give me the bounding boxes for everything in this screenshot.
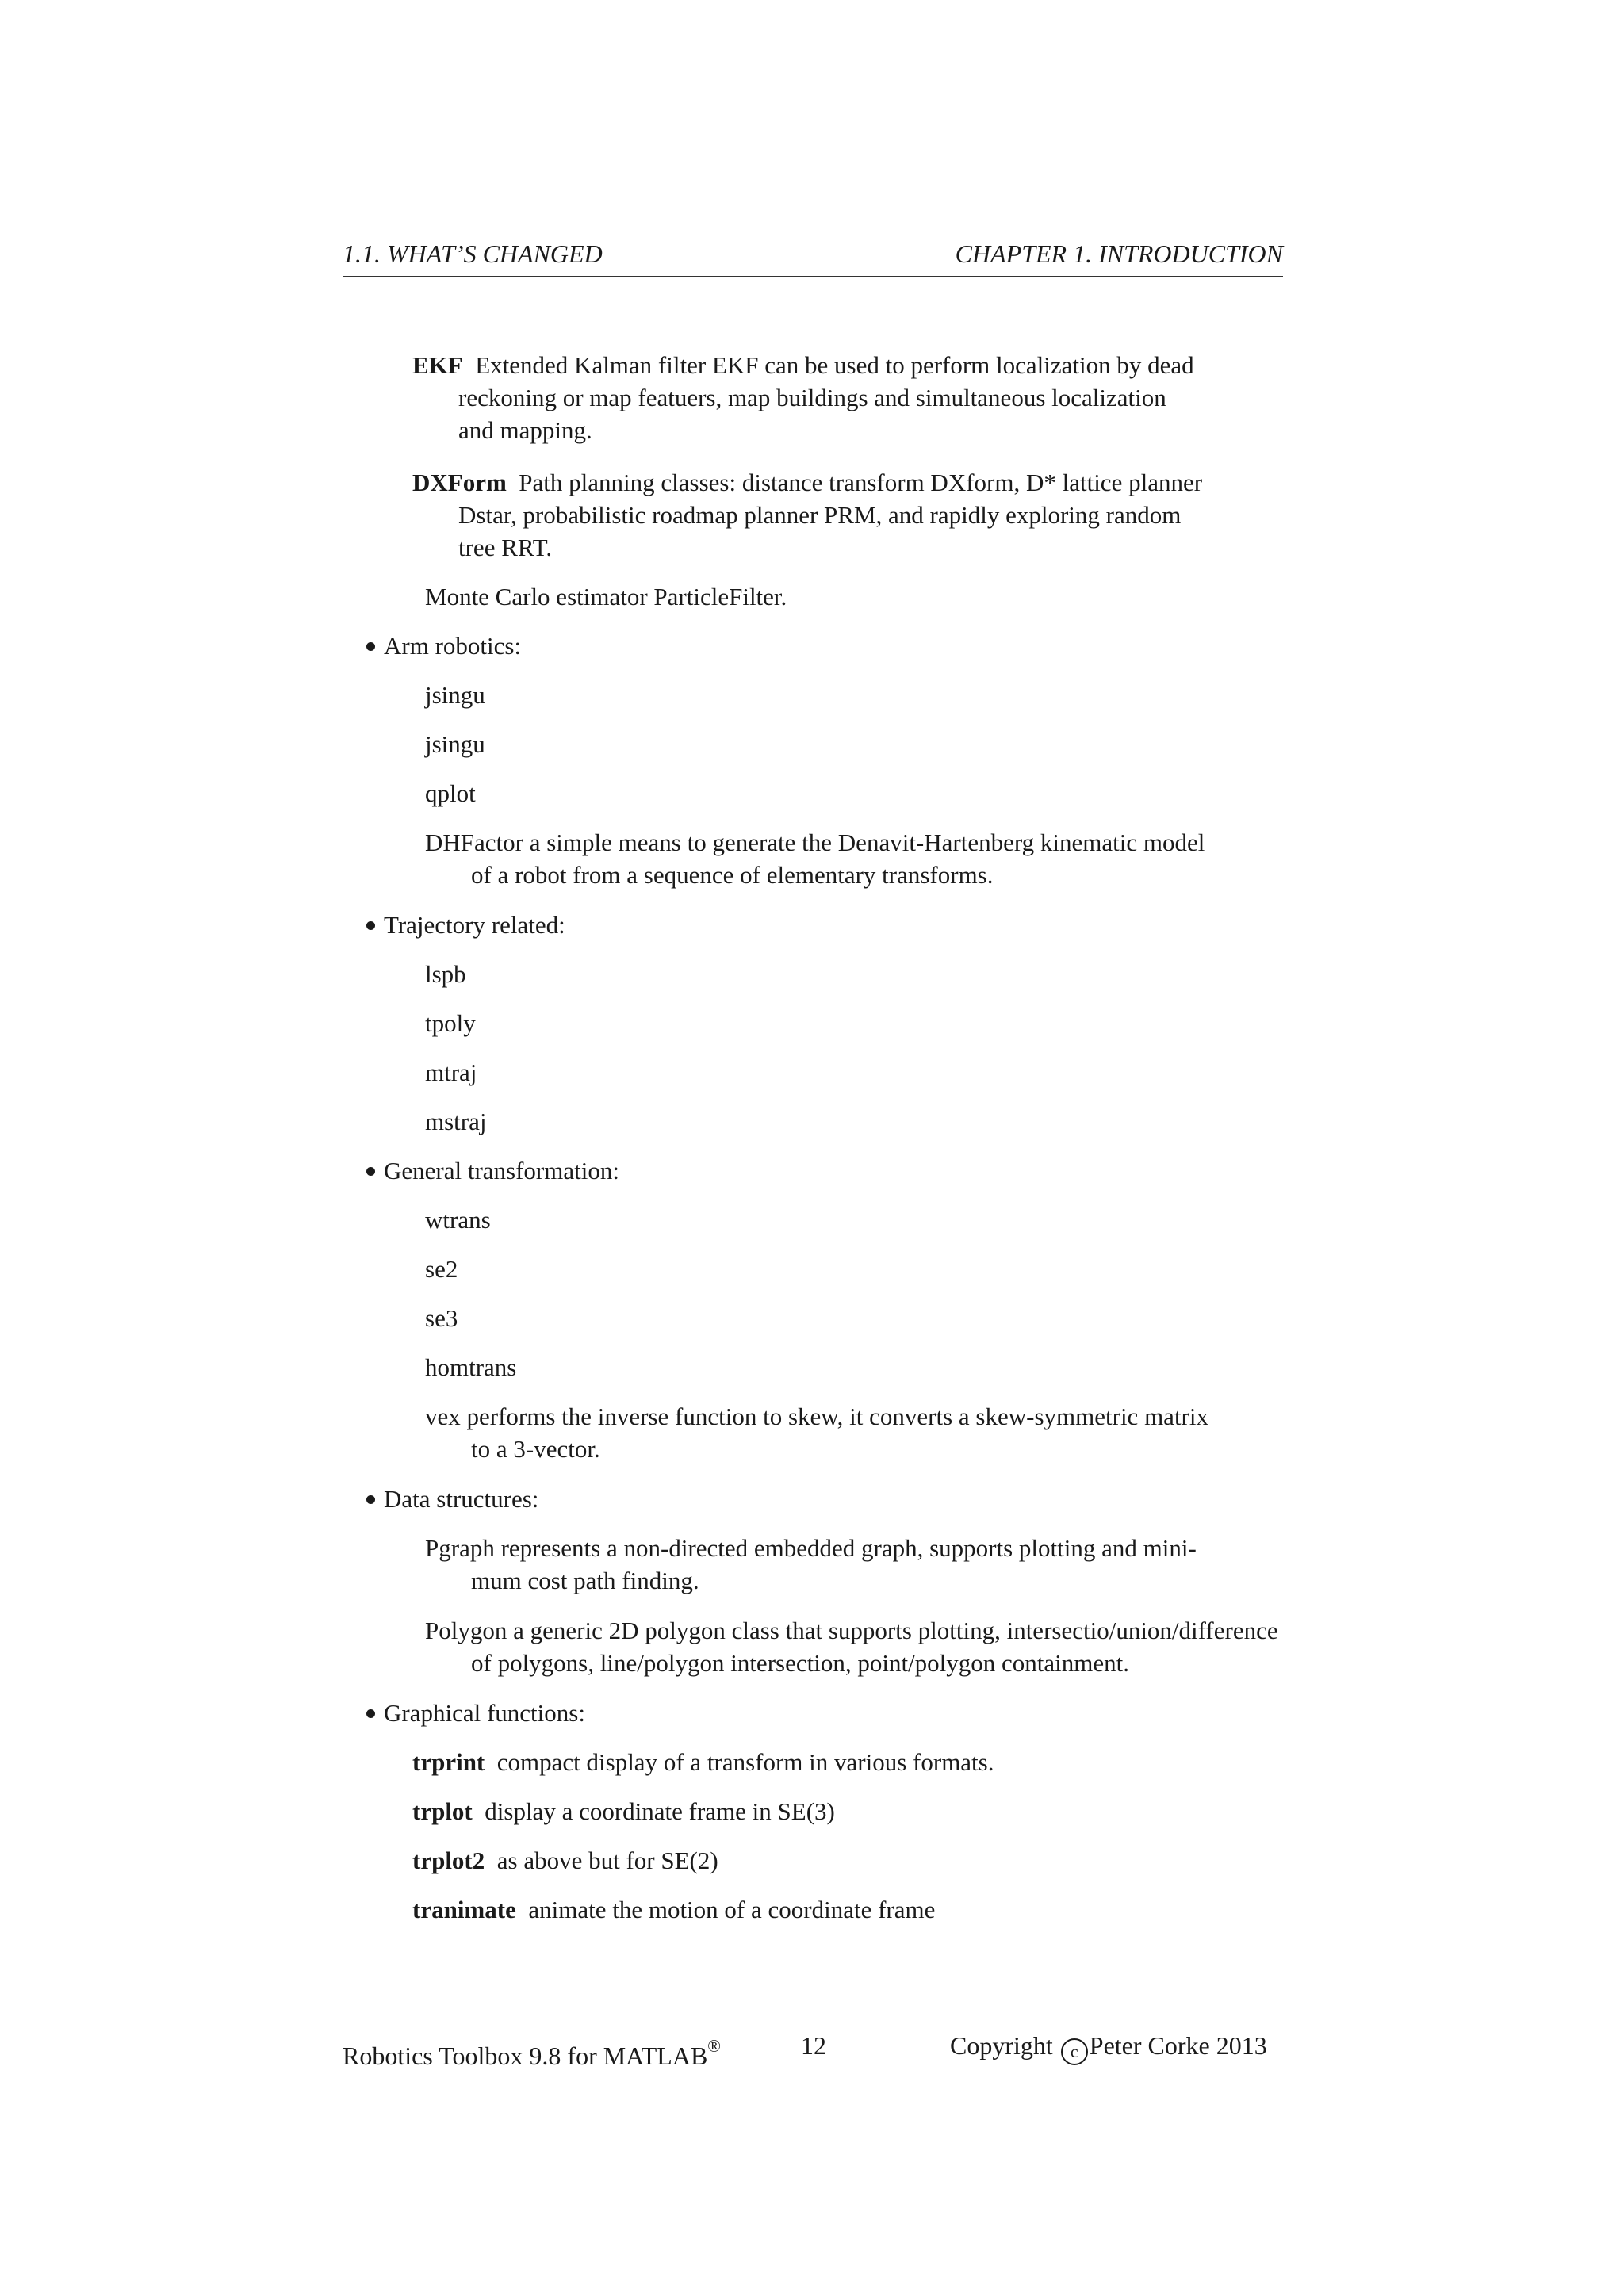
entry-term: EKF xyxy=(412,351,463,379)
entry-term: trplot2 xyxy=(412,1846,485,1874)
list-item: jsingu xyxy=(425,730,485,758)
list-item: tpoly xyxy=(425,1009,476,1037)
entry-text: reckoning or map featuers, map buildings and simultaneous localization xyxy=(458,384,1166,411)
entry-text: vex performs the inverse function to skew, it converts a skew-symmetric matrix xyxy=(425,1402,1208,1430)
entry-term: DXForm xyxy=(412,469,507,496)
header-chapter-title: CHAPTER 1. INTRODUCTION xyxy=(955,239,1283,268)
entry-term: trplot xyxy=(412,1797,473,1825)
graphical-item-tranimate xyxy=(412,1893,935,1926)
bullet-graphical-functions xyxy=(384,1697,585,1729)
entry-monte-carlo: Monte Carlo estimator ParticleFilter. xyxy=(425,583,787,610)
entry-text: tree RRT. xyxy=(458,534,553,561)
entry-dxform xyxy=(412,466,1285,564)
entry-text: as above but for SE(2) xyxy=(496,1846,718,1874)
entry-text: of a robot from a sequence of elementary transforms. xyxy=(471,861,994,889)
entry-polygon xyxy=(425,1614,1361,1679)
list-item: mtraj xyxy=(425,1058,477,1086)
list-item: se3 xyxy=(425,1304,458,1332)
entry-dhfactor xyxy=(425,826,1285,891)
entry-text: compact display of a transform in various formats. xyxy=(496,1748,994,1776)
entry-vex xyxy=(425,1400,1285,1465)
bullet-icon xyxy=(366,921,375,930)
entry-text: display a coordinate frame in SE(3) xyxy=(485,1797,835,1825)
entry-text: Polygon a generic 2D polygon class that supports plotting, intersectio/union/difference xyxy=(425,1617,1278,1644)
bullet-icon xyxy=(366,642,375,651)
bullet-icon xyxy=(366,1167,375,1176)
copyright-prefix: Copyright xyxy=(950,2031,1053,2060)
entry-text: to a 3-vector. xyxy=(471,1435,600,1463)
graphical-item-trplot xyxy=(412,1795,835,1827)
entry-text: Extended Kalman filter EKF can be used to perform localization by dead xyxy=(475,351,1194,379)
list-item: jsingu xyxy=(425,681,485,709)
running-header xyxy=(343,238,1283,277)
entry-ekf xyxy=(412,349,1285,446)
registered-mark: ® xyxy=(707,2036,721,2056)
entry-text: DHFactor a simple means to generate the Denavit-Hartenberg kinematic model xyxy=(425,828,1205,856)
section-title: Arm robotics: xyxy=(384,632,522,660)
graphical-item-trprint xyxy=(412,1746,994,1778)
list-item: homtrans xyxy=(425,1353,517,1381)
copyright-holder: Peter Corke 2013 xyxy=(1089,2031,1267,2060)
list-item: qplot xyxy=(425,779,476,807)
entry-text: Dstar, probabilistic roadmap planner PRM, and rapidly exploring random xyxy=(458,501,1182,529)
copyright-icon: c xyxy=(1061,2038,1088,2065)
bullet-icon xyxy=(366,1709,375,1718)
entry-text: of polygons, line/polygon intersection, point/polygon containment. xyxy=(471,1649,1130,1677)
bullet-data-structures xyxy=(384,1483,538,1515)
section-title: Trajectory related: xyxy=(384,911,565,939)
footer-copyright xyxy=(950,2030,1267,2065)
bullet-general-transformation xyxy=(384,1154,619,1187)
bullet-icon xyxy=(366,1495,375,1504)
graphical-item-trplot2 xyxy=(412,1844,718,1877)
section-title: Data structures: xyxy=(384,1485,539,1513)
entry-term: trprint xyxy=(412,1748,485,1776)
entry-pgraph xyxy=(425,1532,1285,1597)
entry-text: mum cost path finding. xyxy=(471,1567,699,1594)
section-title: General transformation: xyxy=(384,1157,619,1184)
footer-title xyxy=(343,2030,721,2072)
header-section-title: 1.1. WHAT’S CHANGED xyxy=(343,239,603,268)
list-item: lspb xyxy=(425,960,466,988)
entry-text: and mapping. xyxy=(458,416,592,444)
footer-book-title: Robotics Toolbox 9.8 for MATLAB xyxy=(343,2042,708,2070)
entry-term: tranimate xyxy=(412,1896,516,1923)
entry-text: Pgraph represents a non-directed embedded graph, supports plotting and mini- xyxy=(425,1534,1197,1562)
section-title: Graphical functions: xyxy=(384,1699,585,1727)
bullet-trajectory xyxy=(384,909,565,941)
list-item: wtrans xyxy=(425,1206,491,1234)
page-number: 12 xyxy=(801,2031,826,2060)
list-item: se2 xyxy=(425,1255,458,1283)
bullet-arm-robotics xyxy=(384,629,521,662)
entry-text: animate the motion of a coordinate frame xyxy=(528,1896,936,1923)
list-item: mstraj xyxy=(425,1108,487,1135)
entry-text: Path planning classes: distance transform DXform, D* lattice planner xyxy=(519,469,1203,496)
